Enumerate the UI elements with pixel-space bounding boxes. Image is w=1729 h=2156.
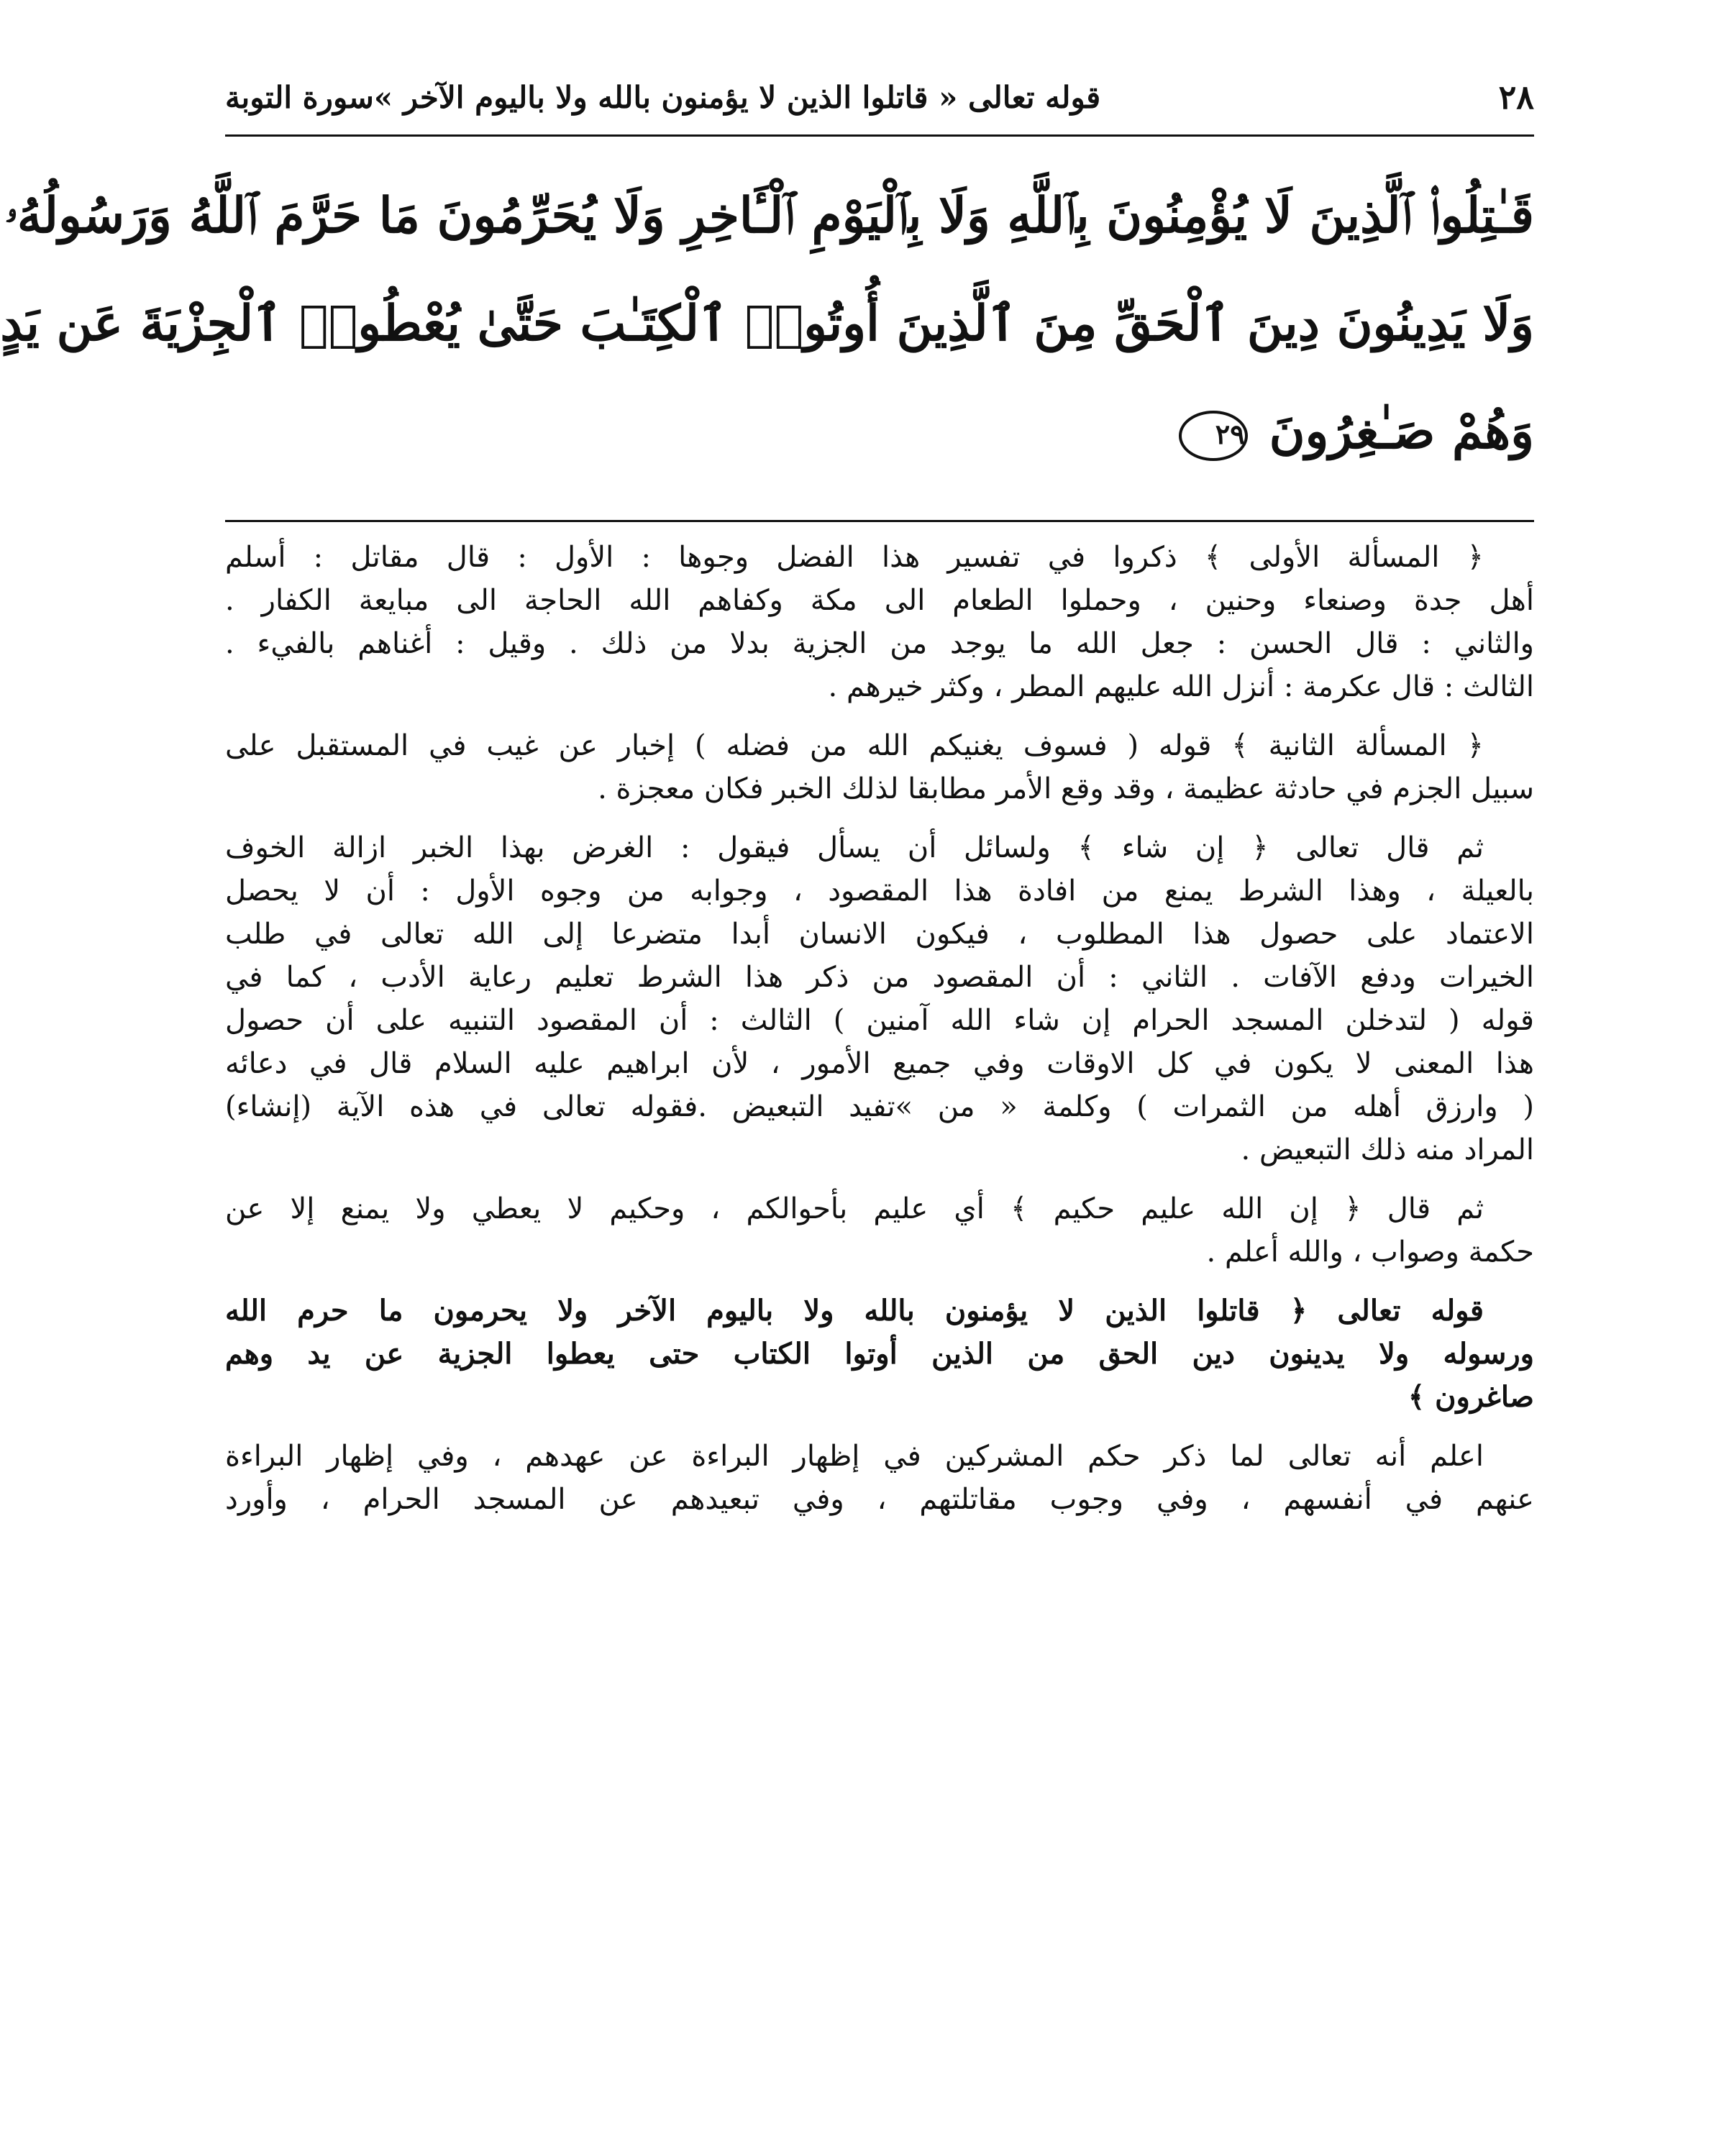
verse-separator-rule <box>225 520 1534 522</box>
commentary-paragraph <box>225 1289 1534 1419</box>
commentary-paragraph <box>225 724 1534 810</box>
verse-line: قَـٰتِلُوا۟ ٱلَّذِينَ لَا يُؤْمِنُونَ بِٱللَّهِ وَلَا بِٱلْيَوْمِ ٱلْـَٔاخِرِ وَلَا يُحَرِّمُونَ مَا حَرَّمَ ٱللَّهُ وَرَسُولُهُۥ <box>4 187 1534 245</box>
running-title: قوله تعالى « قاتلوا الذين لا يؤمنون بالله ولا باليوم الآخر »سورة التوبة <box>225 79 1101 115</box>
page-number: ٢٨ <box>1498 78 1534 117</box>
ayah-number-marker: ٢٩ <box>1179 411 1248 461</box>
text-line: سبيل الجزم في حادثة عظيمة ، وقد وقع الأمر مطابقا لذلك الخبر فكان معجزة . <box>598 772 1534 805</box>
text-line: الخيرات ودفع الآفات . الثاني : أن المقصود من ذكر هذا الشرط تعليم رعاية الأدب ، كما في <box>225 961 1534 994</box>
document-page <box>0 68 1535 2125</box>
text-line: ورسوله ولا يدينون دين الحق من الذين أوتوا الكتاب حتى يعطوا الجزية عن يد وهم <box>225 1337 1534 1371</box>
quran-verse-block <box>0 162 1534 507</box>
text-line: والثاني : قال الحسن : جعل الله ما يوجد من الجزية بدلا من ذلك . وقيل : أغناهم بالفيء . <box>225 627 1534 660</box>
text-line: أهل جدة وصنعاء وحنين ، وحملوا الطعام الى مكة وكفاهم الله الحاجة الى مبايعة الكفار . <box>225 584 1534 617</box>
text-line: المراد منه ذلك التبعيض . <box>1241 1133 1534 1166</box>
header-rule <box>225 134 1534 137</box>
text-line: هذا المعنى لا يكون في كل الاوقات وفي جميع الأمور ، لأن ابراهيم عليه السلام قال في دعائه <box>225 1047 1535 1080</box>
text-line: حكمة وصواب ، والله أعلم . <box>1206 1235 1534 1269</box>
verse-line: وَلَا يَدِينُونَ دِينَ ٱلْحَقِّ مِنَ ٱلَّذِينَ أُوتُوا۟ ٱلْكِتَـٰبَ حَتَّىٰ يُعْطُوا۟ ٱلْجِزْيَةَ عَن يَدٍ <box>0 295 1534 352</box>
text-line: قوله ( لتدخلن المسجد الحرام إن شاء الله آمنين ) الثالث : أن المقصود التنبيه على أن حصول <box>225 1004 1534 1037</box>
text-line: بالعيلة ، وهذا الشرط يمنع من افادة هذا المقصود ، وجوابه من وجوه الأول : أن لا يحصل <box>225 874 1535 908</box>
commentary-paragraph <box>225 1435 1534 1521</box>
text-line: الثالث : قال عكرمة : أنزل الله عليهم المطر ، وكثر خيرهم . <box>828 670 1534 703</box>
commentary-body <box>225 536 1534 1537</box>
text-line: قوله تعالى ﴿ قاتلوا الذين لا يؤمنون بالله ولا باليوم الآخر ولا يحرمون ما حرم الله <box>225 1294 1484 1328</box>
commentary-paragraph <box>225 536 1534 708</box>
verse-line <box>225 378 1534 485</box>
text-line: ثم قال تعالى ﴿ إن شاء ﴾ ولسائل أن يسأل فيقول : الغرض بهذا الخبر ازالة الخوف <box>225 831 1484 864</box>
text-line: عنهم في أنفسهم ، وفي وجوب مقاتلتهم ، وفي تبعيدهم عن المسجد الحرام ، وأورد <box>225 1483 1534 1516</box>
text-line: صاغرون ﴾ <box>1408 1380 1534 1414</box>
text-line: ﴿ المسألة الثانية ﴾ قوله ( فسوف يغنيكم الله من فضله ) إخبار عن غيب في المستقبل على <box>225 729 1484 762</box>
commentary-paragraph <box>225 826 1534 1171</box>
text-line: الاعتماد على حصول هذا المطلوب ، فيكون الانسان أبدا متضرعا إلى الله تعالى في طلب <box>225 918 1534 951</box>
commentary-paragraph <box>225 1187 1534 1274</box>
text-line: ثم قال ﴿ إن الله عليم حكيم ﴾ أي عليم بأحوالكم ، وحكيم لا يعطي ولا يمنع إلا عن <box>225 1192 1484 1225</box>
page-header <box>225 68 1534 126</box>
verse-line-text: وَهُمْ صَـٰغِرُونَ <box>1269 403 1534 460</box>
text-line: اعلم أنه تعالى لما ذكر حكم المشركين في إظهار البراءة عن عهدهم ، وفي إظهار البراءة <box>225 1440 1484 1473</box>
text-line: ﴿ المسألة الأولى ﴾ ذكروا في تفسير هذا الفضل وجوها : الأول : قال مقاتل : أسلم <box>225 541 1484 574</box>
text-line: ( وارزق أهله من الثمرات ) وكلمة « من »تفيد التبعيض .فقوله تعالى في هذه الآية (إنشاء) <box>225 1090 1534 1123</box>
